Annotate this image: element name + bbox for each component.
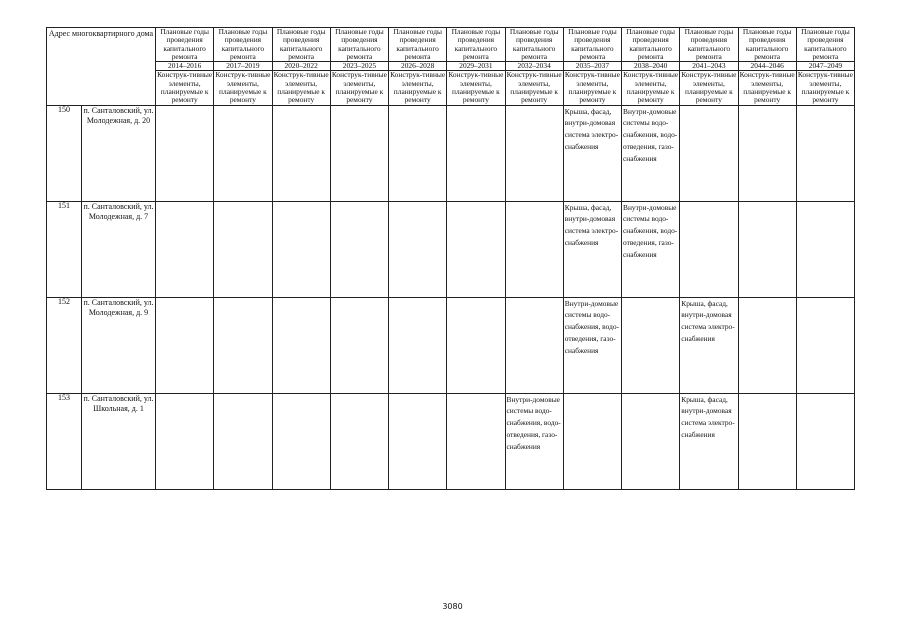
page-number: 3080 (442, 602, 463, 611)
elements-label: Конструк-тивные элементы, планируемые к ремонту (157, 70, 213, 105)
period-label: Плановые годы проведения капитального ремонта (742, 27, 792, 61)
repair-works-cell (738, 105, 796, 201)
table-row (47, 201, 855, 297)
repair-works-cell: Крыша, фасад, внутри-домовая система электро-снабжения (563, 105, 621, 201)
elements-label: Конструк-тивные элементы, планируемые к ремонту (331, 70, 387, 105)
address-column-header: Адрес многоквартирного дома (47, 28, 156, 106)
repair-works-cell (272, 393, 330, 489)
repair-works-cell (214, 393, 272, 489)
period-column-header (389, 28, 447, 106)
repair-works-cell (156, 393, 214, 489)
period-years: 2029–2031 (447, 61, 504, 71)
table-body (47, 105, 855, 489)
repair-works-cell (680, 201, 738, 297)
period-label: Плановые годы проведения капитального ремонта (160, 27, 209, 61)
repair-works-cell: Крыша, фасад, внутри-домовая система электро-снабжения (563, 201, 621, 297)
repair-works-cell (796, 105, 854, 201)
period-column-header (330, 28, 388, 106)
repair-works-cell (796, 201, 854, 297)
period-years: 2032–2034 (506, 61, 563, 71)
repair-works-cell (156, 201, 214, 297)
elements-label: Конструк-тивные элементы, планируемые к ремонту (390, 70, 446, 105)
repair-works-cell (738, 201, 796, 297)
repair-works-cell (447, 201, 505, 297)
repair-works-cell (272, 105, 330, 201)
period-column-header (796, 28, 854, 106)
period-label: Плановые годы проведения капитального ремонта (393, 27, 442, 61)
repair-works-cell (272, 201, 330, 297)
repair-works-cell (214, 297, 272, 393)
repair-works-cell (738, 393, 796, 489)
period-column-header (272, 28, 330, 106)
repair-works-cell (330, 201, 388, 297)
elements-label: Конструк-тивные элементы, планируемые к ремонту (623, 70, 679, 105)
period-label: Плановые годы проведения капитального ремонта (626, 27, 675, 61)
period-label: Плановые годы проведения капитального ремонта (801, 27, 850, 61)
elements-label: Конструк-тивные элементы, планируемые к ремонту (739, 70, 795, 105)
row-number: 150 (47, 105, 82, 201)
period-column-header (156, 28, 214, 106)
period-label: Плановые годы проведения капитального ремонта (335, 27, 384, 61)
repair-works-cell (505, 201, 563, 297)
repair-works-cell (330, 297, 388, 393)
period-column-header (505, 28, 563, 106)
period-column-header (680, 28, 738, 106)
capital-repair-schedule-table (46, 27, 855, 490)
elements-label: Конструк-тивные элементы, планируемые к ремонту (448, 70, 504, 105)
table-row (47, 105, 855, 201)
period-column-header (738, 28, 796, 106)
period-years: 2014–2016 (156, 61, 213, 71)
repair-works-cell (214, 201, 272, 297)
row-number: 151 (47, 201, 82, 297)
repair-works-cell (505, 297, 563, 393)
repair-works-cell (389, 297, 447, 393)
table-header (47, 28, 855, 106)
elements-label: Конструк-тивные элементы, планируемые к ремонту (797, 70, 853, 105)
period-years: 2044–2046 (739, 61, 796, 71)
row-number: 152 (47, 297, 82, 393)
repair-works-cell: Крыша, фасад, внутри-домовая система электро-снабжения (680, 297, 738, 393)
repair-works-cell (389, 201, 447, 297)
repair-works-cell (680, 105, 738, 201)
repair-works-cell (622, 297, 680, 393)
building-address: п. Санталовский, ул. Молодежная, д. 20 (82, 105, 156, 201)
repair-works-cell: Внутри-домовые системы водо-снабжения, водо-отведения, газо-снабжения (622, 105, 680, 201)
row-number: 153 (47, 393, 82, 489)
repair-works-cell (738, 297, 796, 393)
repair-works-cell (796, 393, 854, 489)
elements-label: Конструк-тивные элементы, планируемые к ремонту (273, 70, 329, 105)
repair-works-cell (389, 393, 447, 489)
repair-works-cell (156, 297, 214, 393)
repair-works-cell (505, 105, 563, 201)
period-label: Плановые годы проведения капитального ремонта (684, 27, 734, 61)
period-column-header (447, 28, 505, 106)
period-label: Плановые годы проведения капитального ремонта (451, 27, 501, 61)
repair-works-cell (796, 297, 854, 393)
period-label: Плановые годы проведения капитального ремонта (218, 27, 268, 61)
period-years: 2047–2049 (797, 61, 854, 71)
repair-works-cell (214, 105, 272, 201)
period-years: 2038–2040 (622, 61, 679, 71)
repair-works-cell (330, 105, 388, 201)
period-label: Плановые годы проведения капитального ремонта (568, 27, 617, 61)
elements-label: Конструк-тивные элементы, планируемые к ремонту (215, 70, 271, 105)
elements-label: Конструк-тивные элементы, планируемые к ремонту (681, 70, 737, 105)
table-row (47, 393, 855, 489)
period-label: Плановые годы проведения капитального ремонта (509, 27, 559, 61)
repair-works-cell: Внутри-домовые системы водо-снабжения, водо-отведения, газо-снабжения (505, 393, 563, 489)
period-years: 2035–2037 (564, 61, 621, 71)
repair-works-cell (447, 393, 505, 489)
repair-works-cell (563, 393, 621, 489)
repair-works-cell: Крыша, фасад, внутри-домовая система электро-снабжения (680, 393, 738, 489)
period-years: 2026–2028 (389, 61, 446, 71)
repair-works-cell (447, 297, 505, 393)
period-column-header (214, 28, 272, 106)
table-row (47, 297, 855, 393)
period-years: 2017–2019 (214, 61, 271, 71)
building-address: п. Санталовский, ул. Молодежная, д. 7 (82, 201, 156, 297)
repair-works-cell (272, 297, 330, 393)
repair-works-cell (156, 105, 214, 201)
period-years: 2041–2043 (680, 61, 737, 71)
repair-works-cell: Внутри-домовые системы водо-снабжения, водо-отведения, газо-снабжения (563, 297, 621, 393)
building-address: п. Санталовский, ул. Школьная, д. 1 (82, 393, 156, 489)
period-years: 2020–2022 (273, 61, 330, 71)
period-column-header (563, 28, 621, 106)
building-address: п. Санталовский, ул. Молодежная, д. 9 (82, 297, 156, 393)
elements-label: Конструк-тивные элементы, планируемые к ремонту (506, 70, 562, 105)
repair-works-cell (447, 105, 505, 201)
period-label: Плановые годы проведения капитального ремонта (276, 27, 326, 61)
period-column-header (622, 28, 680, 106)
repair-works-cell (622, 393, 680, 489)
repair-works-cell (330, 393, 388, 489)
repair-works-cell: Внутри-домовые системы водо-снабжения, водо-отведения, газо-снабжения (622, 201, 680, 297)
elements-label: Конструк-тивные элементы, планируемые к ремонту (564, 70, 620, 105)
period-years: 2023–2025 (331, 61, 388, 71)
repair-works-cell (389, 105, 447, 201)
